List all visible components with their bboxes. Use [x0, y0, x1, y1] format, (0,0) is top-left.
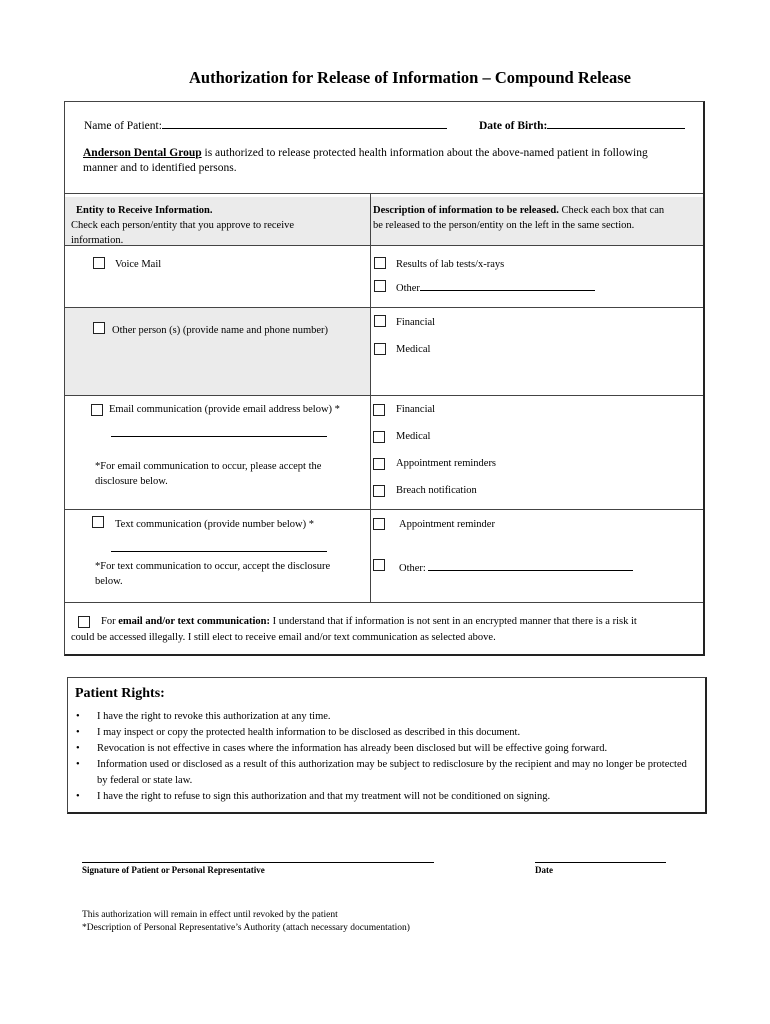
divider [65, 395, 703, 396]
form-title: Authorization for Release of Information – Compound Release [189, 68, 631, 87]
email-note-line2: disclosure below. [95, 476, 168, 487]
rights-item-text: Revocation is not effective in cases where the information has already been disclosed but will be effective going forward. [97, 743, 608, 754]
consent-text [71, 614, 701, 645]
right-header-line2: be released to the person/entity on the left in the same section. [373, 220, 635, 231]
rights-item-text: I have the right to refuse to sign this authorization and that my treatment will not be conditioned on signing. [97, 791, 551, 802]
text-number-field[interactable] [111, 551, 327, 552]
medical-label: Medical [396, 344, 431, 355]
column-divider [370, 193, 371, 602]
date-field[interactable] [535, 862, 666, 863]
bullet: • [76, 743, 80, 754]
intro-text [83, 146, 698, 176]
consent-text1: I understand that if information is not sent in an encrypted manner that there is a risk it [269, 616, 637, 627]
list-item [76, 741, 696, 757]
right-header-title: Description of information to be released. [373, 205, 559, 216]
text-other-checkbox[interactable] [373, 559, 385, 571]
left-header-line2: Check each person/entity that you approve to receive [71, 220, 295, 231]
text-checkbox[interactable] [92, 516, 104, 528]
patient-name-row [84, 117, 447, 134]
left-header-title: Entity to Receive Information. [76, 205, 213, 216]
right-header-line1 [373, 203, 698, 218]
left-header-line3: information. [71, 235, 124, 246]
patient-rights-title: Patient Rights: [75, 686, 165, 701]
right-header-rest: Check each box that can [558, 205, 665, 216]
patient-rights-box [67, 677, 707, 814]
list-item [76, 725, 696, 741]
footer-notes [82, 909, 410, 935]
text-other-row [399, 559, 633, 576]
divider [65, 509, 703, 510]
text-appointment-checkbox[interactable] [373, 518, 385, 530]
divider [65, 602, 703, 603]
medical-checkbox[interactable] [374, 343, 386, 355]
section2-shade [65, 307, 370, 395]
dob-row [479, 117, 685, 134]
patient-name-label: Name of Patient: [84, 120, 162, 132]
voice-mail-label: Voice Mail [115, 259, 162, 270]
voice-mail-checkbox[interactable] [93, 257, 105, 269]
email-note [95, 459, 365, 489]
text-appointment-label: Appointment reminder [399, 519, 495, 530]
dob-field[interactable] [547, 117, 685, 129]
other-field[interactable] [420, 279, 595, 291]
email-financial-label: Financial [396, 404, 436, 415]
email-appointment-label: Appointment reminders [396, 458, 497, 469]
text-note-line1: *For text communication to occur, accept the disclosure [95, 561, 331, 572]
email-appointment-checkbox[interactable] [373, 458, 385, 470]
financial-checkbox[interactable] [374, 315, 386, 327]
email-note-line1: *For email communication to occur, please accept the [95, 461, 322, 472]
intro-line-2: manner and to identified persons. [83, 162, 237, 174]
patient-rights-list [76, 709, 696, 805]
other-person-label: Other person (s) (provide name and phone number) [112, 325, 329, 336]
rights-item-text: I have the right to revoke this authorization at any time. [97, 711, 331, 722]
patient-name-field[interactable] [162, 117, 447, 129]
text-note [95, 559, 365, 589]
lab-results-checkbox[interactable] [374, 257, 386, 269]
other-label: Other [396, 283, 420, 294]
date-label: Date [535, 865, 553, 875]
email-label: Email communication (provide email address below) * [109, 404, 340, 415]
email-breach-label: Breach notification [396, 485, 477, 496]
org-name: Anderson Dental Group [83, 147, 202, 159]
email-breach-checkbox[interactable] [373, 485, 385, 497]
rights-item-text: Information used or disclosed as a result of this authorization may be subject to redisclosure by the recipient and may no longer be protected by federal or state law. [97, 759, 687, 786]
bullet: • [76, 791, 80, 802]
text-other-label: Other: [399, 563, 426, 574]
email-address-field[interactable] [111, 436, 327, 437]
text-note-line2: below. [95, 576, 123, 587]
divider [65, 307, 703, 308]
email-medical-checkbox[interactable] [373, 431, 385, 443]
divider [65, 193, 703, 194]
bullet: • [76, 759, 80, 770]
other-person-checkbox[interactable] [93, 322, 105, 334]
list-item [76, 709, 696, 725]
footer-line1: This authorization will remain in effect until revoked by the patient [82, 910, 338, 920]
rights-item-text: I may inspect or copy the protected health information to be disclosed as described in this document. [97, 727, 521, 738]
intro-line-1: is authorized to release protected health information about the above-named patient in following [201, 147, 648, 159]
email-checkbox[interactable] [91, 404, 103, 416]
other-checkbox[interactable] [374, 280, 386, 292]
consent-bold: email and/or text communication: [118, 616, 270, 627]
consent-line2: could be accessed illegally. I still elect to receive email and/or text communication as selected above. [71, 632, 496, 643]
lab-results-label: Results of lab tests/x-rays [396, 259, 505, 270]
signature-field[interactable] [82, 862, 434, 863]
text-label: Text communication (provide number below) * [115, 519, 315, 530]
list-item [76, 789, 696, 805]
bullet: • [76, 727, 80, 738]
list-item [76, 757, 696, 789]
financial-label: Financial [396, 317, 436, 328]
right-column-header [373, 203, 698, 233]
text-other-field[interactable] [428, 559, 633, 571]
other-row [396, 279, 595, 296]
signature-label: Signature of Patient or Personal Representative [82, 865, 265, 875]
email-financial-checkbox[interactable] [373, 404, 385, 416]
authorization-form [64, 101, 705, 656]
left-column-header [71, 203, 361, 248]
consent-line1 [71, 614, 701, 629]
email-medical-label: Medical [396, 431, 431, 442]
footer-line2: *Description of Personal Representative’s Authority (attach necessary documentation) [82, 923, 410, 933]
dob-label: Date of Birth: [479, 120, 548, 132]
consent-prefix: For [101, 616, 119, 627]
bullet: • [76, 711, 80, 722]
